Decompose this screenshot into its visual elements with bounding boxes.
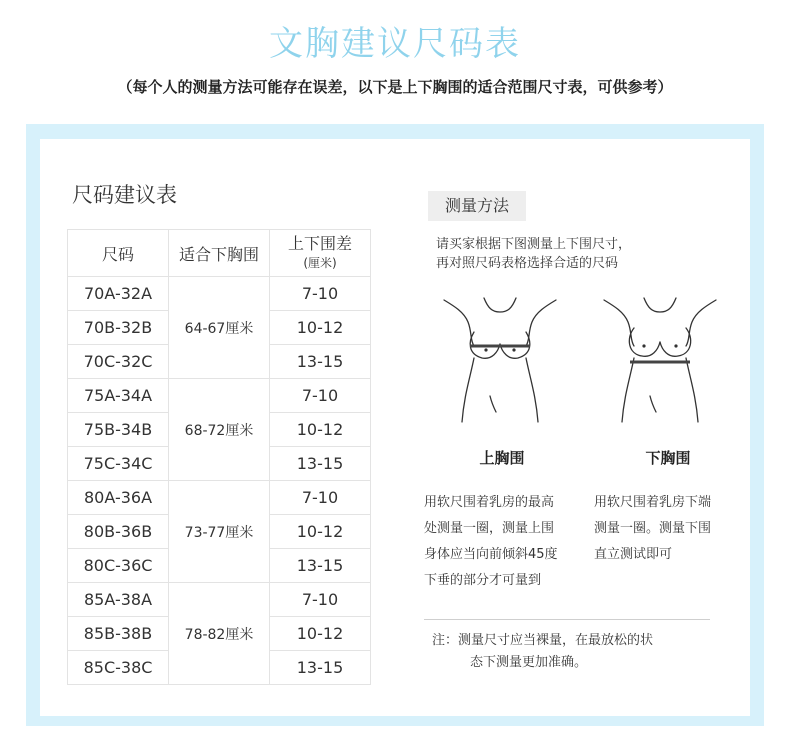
note-line: 注：测量尺寸应当裸量，在最放松的状 [432,633,654,648]
desc-line: 处测量一圈，测量上围 [424,521,555,536]
size-cell: 75C-34C [68,447,169,481]
diff-cell: 10-12 [270,311,371,345]
size-cell: 75A-34A [68,379,169,413]
diff-cell: 7-10 [270,379,371,413]
instruction-line: 再对照尺码表格选择合适的尺码 [436,256,619,271]
desc-line: 直立测试即可 [594,547,673,562]
size-cell: 70A-32A [68,277,169,311]
diff-cell: 10-12 [270,617,371,651]
size-table-header [68,230,371,277]
lower-bust-figure [600,292,720,424]
size-cell: 85B-38B [68,617,169,651]
size-cell: 70B-32B [68,311,169,345]
diff-cell: 13-15 [270,651,371,685]
header-bust-diff-unit: (厘米) [303,255,337,270]
range-cell: 78-82厘米 [169,583,270,685]
size-cell: 80C-36C [68,549,169,583]
diff-cell: 13-15 [270,447,371,481]
diff-cell: 10-12 [270,515,371,549]
header-bust-diff-label: 上下围差 [287,233,352,253]
header-under-bust: 适合下胸围 [169,230,270,277]
desc-line: 下垂的部分才可量到 [424,573,542,588]
upper-bust-label: 上胸围 [479,449,525,467]
lower-bust-description [594,490,744,568]
diff-cell: 7-10 [270,481,371,515]
method-tag: 测量方法 [428,191,526,221]
table-row [68,583,371,617]
range-cell: 64-67厘米 [169,277,270,379]
diff-cell: 7-10 [270,277,371,311]
measurement-note [432,630,722,674]
upper-bust-description [424,490,594,594]
instruction-line: 请买家根据下图测量上下围尺寸， [436,237,632,252]
header-size: 尺码 [68,230,169,277]
diff-cell: 7-10 [270,583,371,617]
size-cell: 85A-38A [68,583,169,617]
size-cell: 70C-32C [68,345,169,379]
size-cell: 80A-36A [68,481,169,515]
size-section-title: 尺码建议表 [72,183,177,207]
upper-bust-figure [440,292,560,424]
diff-cell: 13-15 [270,345,371,379]
header-bust-diff [270,230,371,277]
table-row [68,379,371,413]
table-row [68,481,371,515]
note-line: 态下测量更加准确。 [470,655,588,670]
desc-line: 测量一圈。测量下围 [594,521,712,536]
size-cell: 80B-36B [68,515,169,549]
diff-cell: 13-15 [270,549,371,583]
desc-line: 用软尺围着乳房的最高 [424,495,555,510]
table-row [68,277,371,311]
page-subtitle: （每个人的测量方法可能存在误差，以下是上下胸围的适合范围尺寸表，可供参考） [117,78,673,96]
lower-bust-label: 下胸围 [645,449,691,467]
size-table [67,229,371,685]
method-instruction [436,235,716,273]
size-cell: 75B-34B [68,413,169,447]
range-cell: 68-72厘米 [169,379,270,481]
desc-line: 用软尺围着乳房下端 [594,495,712,510]
page-title: 文胸建议尺码表 [269,24,521,64]
range-cell: 73-77厘米 [169,481,270,583]
divider [424,619,710,620]
size-cell: 85C-38C [68,651,169,685]
desc-line: 身体应当向前倾斜45度 [424,547,558,562]
diff-cell: 10-12 [270,413,371,447]
